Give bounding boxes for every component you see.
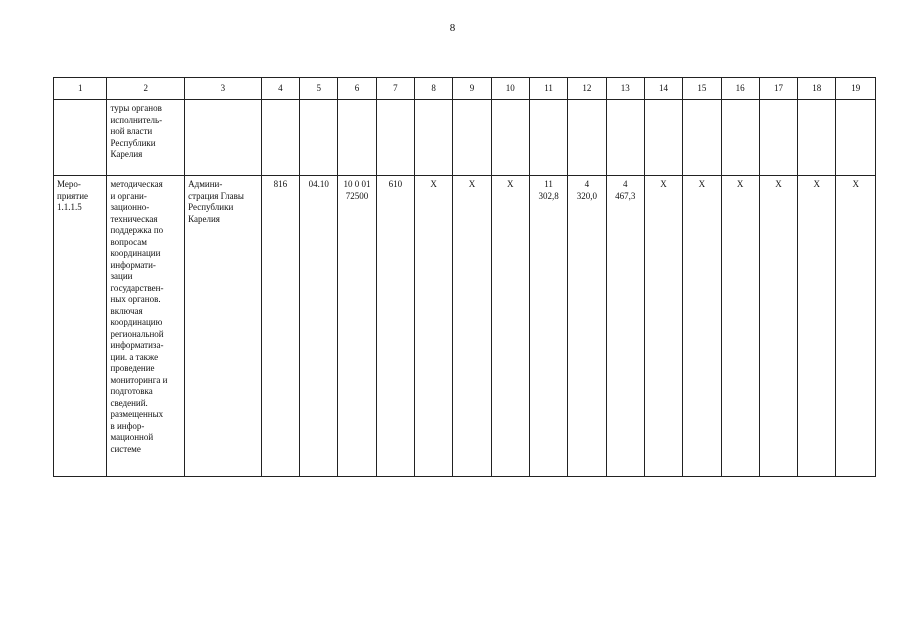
column-header-7: 7 [376,78,414,100]
cell-col19: X [836,176,876,477]
cell-col18: X [798,176,836,477]
cell-col8: X [415,176,453,477]
cell [683,100,721,176]
cell-col13: 4 467,3 [606,176,644,477]
column-header-10: 10 [491,78,529,100]
column-header-6: 6 [338,78,376,100]
cell [836,100,876,176]
table-row-continuation [54,100,876,176]
cell [606,100,644,176]
cell [453,100,491,176]
cell-col15: X [683,176,721,477]
cell-col7: 610 [376,176,414,477]
budget-table [53,77,876,477]
cell-col14: X [644,176,682,477]
cell-description: туры органов исполнитель- ной власти Республики Карелия [107,100,185,176]
cell [338,100,376,176]
cell-col6: 10 0 01 72500 [338,176,376,477]
column-header-1: 1 [54,78,107,100]
cell-col5: 04.10 [300,176,338,477]
cell-col4: 816 [261,176,299,477]
column-header-15: 15 [683,78,721,100]
column-header-19: 19 [836,78,876,100]
cell [798,100,836,176]
cell [644,100,682,176]
cell-col11: 11 302,8 [529,176,567,477]
cell [415,100,453,176]
column-header-9: 9 [453,78,491,100]
page-number: 8 [449,22,456,34]
cell [54,100,107,176]
cell-description: методическая и органи- зационно- техническая поддержка по вопросам координации информати- зации государствен- ных органов. включая координацию региональной информатиза- ции. а также проведение мониторинга и подготовка сведений. размещенных в инфор- мационной системе [107,176,185,477]
cell-col9: X [453,176,491,477]
column-number-row [54,78,876,100]
column-header-11: 11 [529,78,567,100]
cell-activity-code: Меро- приятие 1.1.1.5 [54,176,107,477]
cell [300,100,338,176]
table-row [54,176,876,477]
cell [261,100,299,176]
cell [529,100,567,176]
column-header-14: 14 [644,78,682,100]
cell-col12: 4 320,0 [568,176,606,477]
column-header-2: 2 [107,78,185,100]
column-header-18: 18 [798,78,836,100]
column-header-3: 3 [185,78,262,100]
cell-col10: X [491,176,529,477]
cell [721,100,759,176]
cell [759,100,797,176]
cell-col16: X [721,176,759,477]
column-header-12: 12 [568,78,606,100]
cell [376,100,414,176]
column-header-16: 16 [721,78,759,100]
cell [568,100,606,176]
column-header-8: 8 [415,78,453,100]
cell-executor: Админи- страция Главы Республики Карелия [185,176,262,477]
cell [491,100,529,176]
column-header-5: 5 [300,78,338,100]
column-header-4: 4 [261,78,299,100]
column-header-17: 17 [759,78,797,100]
cell [185,100,262,176]
cell-col17: X [759,176,797,477]
column-header-13: 13 [606,78,644,100]
